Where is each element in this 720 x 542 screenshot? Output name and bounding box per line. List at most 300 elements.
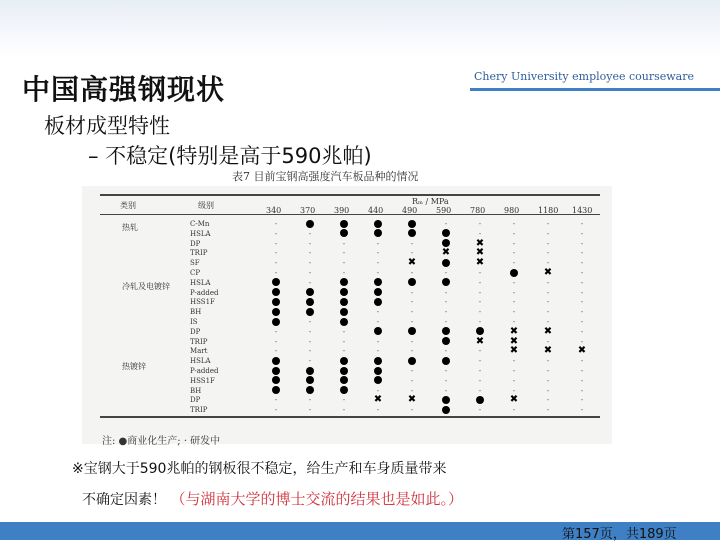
- commercial-dot: [268, 356, 284, 366]
- none-mark: -: [342, 405, 346, 415]
- commercial-dot: [302, 376, 318, 386]
- commercial-dot: [336, 317, 352, 327]
- strength-header-340: 340: [266, 206, 282, 215]
- none-mark: -: [342, 258, 346, 268]
- none-mark: -: [342, 268, 346, 277]
- commercial-dot: [336, 297, 352, 307]
- none-mark: -: [444, 287, 448, 297]
- commercial-dot: [268, 317, 284, 327]
- none-mark: -: [512, 385, 516, 395]
- commercial-dot: [438, 356, 454, 366]
- none-mark: -: [580, 219, 584, 228]
- commercial-dot-icon: [476, 396, 484, 404]
- remark-line-1: ※宝钢大于590兆帕的钢板很不稳定，给生产和车身质量带来: [72, 461, 447, 477]
- none-mark: -: [478, 317, 482, 326]
- commercial-dot: [438, 337, 454, 347]
- commercial-dot-icon: [442, 406, 450, 414]
- none-mark: -: [478, 385, 482, 395]
- none-mark: -: [410, 375, 414, 385]
- commercial-dot-icon: [374, 288, 382, 296]
- commercial-dot: [438, 395, 454, 405]
- commercial-dot: [438, 258, 454, 268]
- none-mark: -: [376, 336, 380, 346]
- strength-header-440: 440: [368, 206, 384, 215]
- none-mark: -: [546, 405, 550, 415]
- none-mark: -: [444, 297, 448, 307]
- commercial-dot-icon: [374, 298, 382, 306]
- none-mark: -: [580, 268, 584, 277]
- none-mark: -: [274, 219, 278, 228]
- commercial-dot-icon: [306, 386, 314, 394]
- table-caption: 表7 目前宝钢高强度汽车板品种的情况: [232, 170, 419, 183]
- commercial-dot: [336, 386, 352, 396]
- none-mark: -: [478, 268, 482, 277]
- developing-mark: ✖: [543, 325, 553, 337]
- commercial-dot: [268, 366, 284, 376]
- commercial-dot-icon: [408, 357, 416, 365]
- none-mark: -: [444, 307, 448, 317]
- none-mark: -: [444, 268, 448, 277]
- commercial-dot: [472, 395, 488, 405]
- steel-grade-table: [82, 186, 612, 447]
- header-band: [0, 0, 720, 58]
- commercial-dot-icon: [272, 298, 280, 306]
- commercial-dot: [268, 307, 284, 317]
- commercial-dot: [370, 229, 386, 239]
- commercial-dot-icon: [340, 220, 348, 228]
- commercial-dot-icon: [272, 367, 280, 375]
- grade-label: BH: [190, 386, 202, 395]
- remark-text: 不确定因素！: [82, 492, 166, 508]
- none-mark: -: [410, 307, 414, 317]
- none-mark: -: [512, 297, 516, 307]
- none-mark: -: [308, 356, 312, 366]
- none-mark: -: [546, 336, 550, 346]
- developing-mark: ✖: [441, 247, 451, 259]
- none-mark: -: [546, 317, 550, 326]
- grade-label: HSLA: [190, 357, 211, 366]
- commercial-dot-icon: [340, 357, 348, 365]
- none-mark: -: [478, 405, 482, 415]
- none-mark: -: [308, 228, 312, 238]
- none-mark: -: [580, 238, 584, 248]
- none-mark: -: [546, 307, 550, 317]
- commercial-dot: [336, 278, 352, 288]
- commercial-dot-icon: [272, 376, 280, 384]
- commercial-dot-icon: [306, 308, 314, 316]
- none-mark: -: [546, 258, 550, 268]
- none-mark: -: [444, 219, 448, 228]
- developing-mark: ✖: [475, 335, 485, 347]
- developing-mark: ✖: [475, 237, 485, 249]
- none-mark: -: [512, 258, 516, 268]
- none-mark: -: [580, 366, 584, 375]
- none-mark: -: [376, 258, 380, 268]
- grade-label: BH: [190, 308, 202, 317]
- table-bottom-rule: [100, 416, 600, 418]
- none-mark: -: [512, 405, 516, 415]
- none-mark: -: [580, 307, 584, 317]
- grade-label: DP: [190, 239, 201, 248]
- none-mark: -: [580, 326, 584, 336]
- grade-label: P-added: [190, 367, 219, 375]
- none-mark: -: [512, 317, 516, 326]
- commercial-dot-icon: [442, 337, 450, 345]
- none-mark: -: [308, 238, 312, 248]
- developing-mark: ✖: [475, 257, 485, 269]
- commercial-dot-icon: [374, 229, 382, 237]
- strength-header-1180: 1180: [538, 206, 559, 215]
- none-mark: -: [580, 375, 584, 385]
- none-mark: -: [342, 248, 346, 258]
- none-mark: -: [410, 297, 414, 307]
- commercial-dot-icon: [442, 357, 450, 365]
- table-top-rule: [100, 194, 600, 196]
- developing-mark: ✖: [509, 335, 519, 347]
- none-mark: -: [546, 277, 550, 287]
- none-mark: -: [308, 277, 312, 287]
- none-mark: -: [342, 395, 346, 405]
- category-hot-rolled: 热轧: [122, 223, 138, 232]
- grade-label: P-added: [190, 288, 219, 297]
- none-mark: -: [546, 375, 550, 385]
- none-mark: -: [274, 258, 278, 268]
- remark-highlight: （与湖南大学的博士交流的结果也是如此。）: [170, 490, 463, 508]
- none-mark: -: [308, 326, 312, 336]
- none-mark: -: [580, 336, 584, 346]
- none-mark: -: [376, 307, 380, 317]
- commercial-dot-icon: [374, 376, 382, 384]
- developing-mark: ✖: [577, 345, 587, 357]
- commercial-dot: [302, 297, 318, 307]
- none-mark: -: [342, 346, 346, 356]
- none-mark: -: [546, 395, 550, 405]
- strength-header-490: 490: [402, 206, 418, 215]
- commercial-dot: [268, 288, 284, 298]
- title-divider: [470, 88, 720, 91]
- none-mark: -: [478, 366, 482, 375]
- commercial-dot: [336, 376, 352, 386]
- none-mark: -: [410, 346, 414, 356]
- grade-label: HSLA: [190, 229, 211, 238]
- none-mark: -: [546, 287, 550, 297]
- none-mark: -: [478, 287, 482, 297]
- commercial-dot: [336, 366, 352, 376]
- category-hot-dip: 热镀锌: [122, 362, 146, 371]
- bullet-level2: – 不稳定(特别是高于590兆帕): [88, 144, 372, 168]
- none-mark: -: [580, 317, 584, 326]
- none-mark: -: [308, 268, 312, 277]
- commercial-dot-icon: [340, 229, 348, 237]
- commercial-dot: [370, 297, 386, 307]
- none-mark: -: [274, 268, 278, 277]
- developing-mark: ✖: [373, 394, 383, 406]
- commercial-dot: [438, 229, 454, 239]
- commercial-dot-icon: [272, 308, 280, 316]
- grade-label: TRIP: [190, 406, 208, 415]
- none-mark: -: [410, 385, 414, 395]
- none-mark: -: [546, 248, 550, 258]
- strength-header-370: 370: [300, 206, 316, 215]
- none-mark: -: [274, 336, 278, 346]
- brand-label: Chery University employee courseware: [474, 70, 695, 83]
- none-mark: -: [376, 385, 380, 395]
- none-mark: -: [444, 366, 448, 375]
- commercial-dot: [302, 386, 318, 396]
- commercial-dot-icon: [340, 367, 348, 375]
- commercial-dot: [302, 288, 318, 298]
- none-mark: -: [308, 405, 312, 415]
- commercial-dot-icon: [340, 278, 348, 286]
- none-mark: -: [376, 346, 380, 356]
- bullet-level1: 板材成型特性: [44, 114, 170, 138]
- table-header-rule: [100, 214, 600, 215]
- none-mark: -: [274, 395, 278, 405]
- none-mark: -: [274, 248, 278, 258]
- header-category: 类别: [120, 201, 136, 210]
- none-mark: -: [376, 268, 380, 277]
- commercial-dot-icon: [374, 327, 382, 335]
- commercial-dot-icon: [340, 298, 348, 306]
- commercial-dot-icon: [306, 220, 314, 228]
- commercial-dot-icon: [272, 386, 280, 394]
- commercial-dot: [302, 307, 318, 317]
- commercial-dot-icon: [374, 367, 382, 375]
- none-mark: -: [546, 297, 550, 307]
- grade-label: HSS1F: [190, 298, 215, 307]
- commercial-dot-icon: [306, 288, 314, 296]
- none-mark: -: [580, 287, 584, 297]
- commercial-dot-icon: [272, 357, 280, 365]
- developing-mark: ✖: [543, 267, 553, 278]
- commercial-dot: [370, 288, 386, 298]
- none-mark: -: [342, 238, 346, 248]
- none-mark: -: [512, 219, 516, 228]
- commercial-dot-icon: [442, 229, 450, 237]
- grade-label: DP: [190, 396, 201, 405]
- none-mark: -: [410, 268, 414, 277]
- commercial-dot-icon: [306, 367, 314, 375]
- none-mark: -: [580, 385, 584, 395]
- none-mark: -: [444, 375, 448, 385]
- none-mark: -: [512, 228, 516, 238]
- commercial-dot-icon: [340, 318, 348, 326]
- commercial-dot-icon: [442, 259, 450, 267]
- none-mark: -: [512, 375, 516, 385]
- none-mark: -: [478, 297, 482, 307]
- commercial-dot-icon: [510, 269, 518, 277]
- none-mark: -: [512, 356, 516, 366]
- developing-mark: ✖: [543, 345, 553, 357]
- page-title: 中国高强钢现状: [22, 73, 226, 106]
- commercial-dot: [370, 366, 386, 376]
- commercial-dot: [268, 376, 284, 386]
- none-mark: -: [512, 248, 516, 258]
- commercial-dot: [438, 278, 454, 288]
- commercial-dot-icon: [408, 327, 416, 335]
- commercial-dot: [404, 229, 420, 239]
- commercial-dot: [370, 219, 386, 229]
- grade-label: HSLA: [190, 278, 211, 287]
- commercial-dot: [268, 278, 284, 288]
- strength-header-590: 590: [436, 206, 452, 215]
- none-mark: -: [410, 317, 414, 326]
- none-mark: -: [308, 395, 312, 405]
- none-mark: -: [376, 248, 380, 258]
- none-mark: -: [410, 336, 414, 346]
- none-mark: -: [546, 385, 550, 395]
- commercial-dot: [268, 297, 284, 307]
- commercial-dot-icon: [442, 239, 450, 247]
- none-mark: -: [546, 238, 550, 248]
- none-mark: -: [376, 238, 380, 248]
- none-mark: -: [580, 356, 584, 366]
- none-mark: -: [444, 346, 448, 356]
- commercial-dot-icon: [374, 220, 382, 228]
- none-mark: -: [478, 307, 482, 317]
- none-mark: -: [512, 366, 516, 375]
- none-mark: -: [342, 336, 346, 346]
- commercial-dot-icon: [442, 396, 450, 404]
- table-note: 注: ●商业化生产; · 研发中: [102, 436, 221, 447]
- none-mark: -: [274, 326, 278, 336]
- commercial-dot-icon: [442, 278, 450, 286]
- commercial-dot-icon: [272, 318, 280, 326]
- none-mark: -: [308, 317, 312, 326]
- commercial-dot: [370, 278, 386, 288]
- category-cold-rolled: 冷轧及电镀锌: [122, 282, 170, 291]
- commercial-dot-icon: [340, 308, 348, 316]
- commercial-dot-icon: [340, 386, 348, 394]
- commercial-dot-icon: [374, 357, 382, 365]
- commercial-dot: [336, 307, 352, 317]
- commercial-dot: [404, 219, 420, 229]
- none-mark: -: [376, 405, 380, 415]
- none-mark: -: [478, 277, 482, 287]
- none-mark: -: [546, 219, 550, 228]
- grade-label: Mart: [190, 347, 208, 356]
- grade-label: SF: [190, 259, 200, 268]
- developing-mark: ✖: [509, 345, 519, 357]
- none-mark: -: [580, 297, 584, 307]
- commercial-dot-icon: [306, 376, 314, 384]
- developing-mark: ✖: [509, 394, 519, 406]
- strength-header-390: 390: [334, 206, 350, 215]
- none-mark: -: [546, 356, 550, 366]
- commercial-dot: [370, 327, 386, 337]
- none-mark: -: [410, 238, 414, 248]
- strength-header-1430: 1430: [572, 206, 593, 215]
- developing-mark: ✖: [509, 325, 519, 337]
- commercial-dot-icon: [306, 298, 314, 306]
- none-mark: -: [580, 277, 584, 287]
- none-mark: -: [444, 385, 448, 395]
- commercial-dot: [336, 219, 352, 229]
- none-mark: -: [444, 317, 448, 326]
- grade-label: HSS1F: [190, 376, 215, 385]
- none-mark: -: [512, 287, 516, 297]
- page-number: 第157页，共189页: [562, 527, 677, 542]
- grade-label: TRIP: [190, 337, 208, 346]
- commercial-dot-icon: [272, 278, 280, 286]
- commercial-dot-icon: [340, 288, 348, 296]
- none-mark: -: [478, 375, 482, 385]
- grade-label: C-Mn: [190, 220, 210, 228]
- none-mark: -: [342, 326, 346, 336]
- commercial-dot-icon: [442, 327, 450, 335]
- none-mark: -: [308, 248, 312, 258]
- none-mark: -: [410, 287, 414, 297]
- developing-mark: ✖: [407, 257, 417, 269]
- developing-mark: ✖: [475, 247, 485, 259]
- none-mark: -: [580, 395, 584, 405]
- none-mark: -: [274, 228, 278, 238]
- commercial-dot: [302, 219, 318, 229]
- commercial-dot: [404, 278, 420, 288]
- commercial-dot: [370, 376, 386, 386]
- commercial-dot: [370, 356, 386, 366]
- commercial-dot: [438, 405, 454, 415]
- remark-line-2: [82, 488, 463, 509]
- commercial-dot-icon: [272, 288, 280, 296]
- none-mark: -: [512, 307, 516, 317]
- grade-label: DP: [190, 327, 201, 336]
- commercial-dot: [506, 268, 522, 278]
- commercial-dot: [438, 327, 454, 337]
- developing-mark: ✖: [407, 394, 417, 406]
- none-mark: -: [478, 346, 482, 356]
- none-mark: -: [580, 258, 584, 268]
- strength-header-780: 780: [470, 206, 486, 215]
- header-grade: 级别: [198, 201, 214, 210]
- grade-label: TRIP: [190, 249, 208, 258]
- none-mark: -: [580, 405, 584, 415]
- commercial-dot: [404, 356, 420, 366]
- commercial-dot-icon: [408, 229, 416, 237]
- none-mark: -: [410, 366, 414, 375]
- none-mark: -: [546, 228, 550, 238]
- none-mark: -: [308, 258, 312, 268]
- commercial-dot: [336, 288, 352, 298]
- none-mark: -: [308, 346, 312, 356]
- commercial-dot-icon: [476, 327, 484, 335]
- none-mark: -: [546, 366, 550, 375]
- commercial-dot: [302, 366, 318, 376]
- strength-header-980: 980: [504, 206, 520, 215]
- header-strength: Rₘ / MPa: [412, 197, 449, 206]
- none-mark: -: [274, 238, 278, 248]
- none-mark: -: [274, 346, 278, 356]
- none-mark: -: [410, 248, 414, 258]
- commercial-dot: [268, 386, 284, 396]
- commercial-dot-icon: [340, 376, 348, 384]
- none-mark: -: [376, 317, 380, 326]
- none-mark: -: [410, 405, 414, 415]
- none-mark: -: [580, 248, 584, 258]
- commercial-dot-icon: [374, 278, 382, 286]
- none-mark: -: [308, 336, 312, 346]
- grade-label: IS: [190, 318, 198, 326]
- none-mark: -: [478, 356, 482, 366]
- commercial-dot: [404, 327, 420, 337]
- none-mark: -: [478, 228, 482, 238]
- commercial-dot: [336, 356, 352, 366]
- grade-label: CP: [190, 269, 201, 277]
- none-mark: -: [512, 238, 516, 248]
- none-mark: -: [512, 277, 516, 287]
- none-mark: -: [274, 405, 278, 415]
- commercial-dot-icon: [408, 278, 416, 286]
